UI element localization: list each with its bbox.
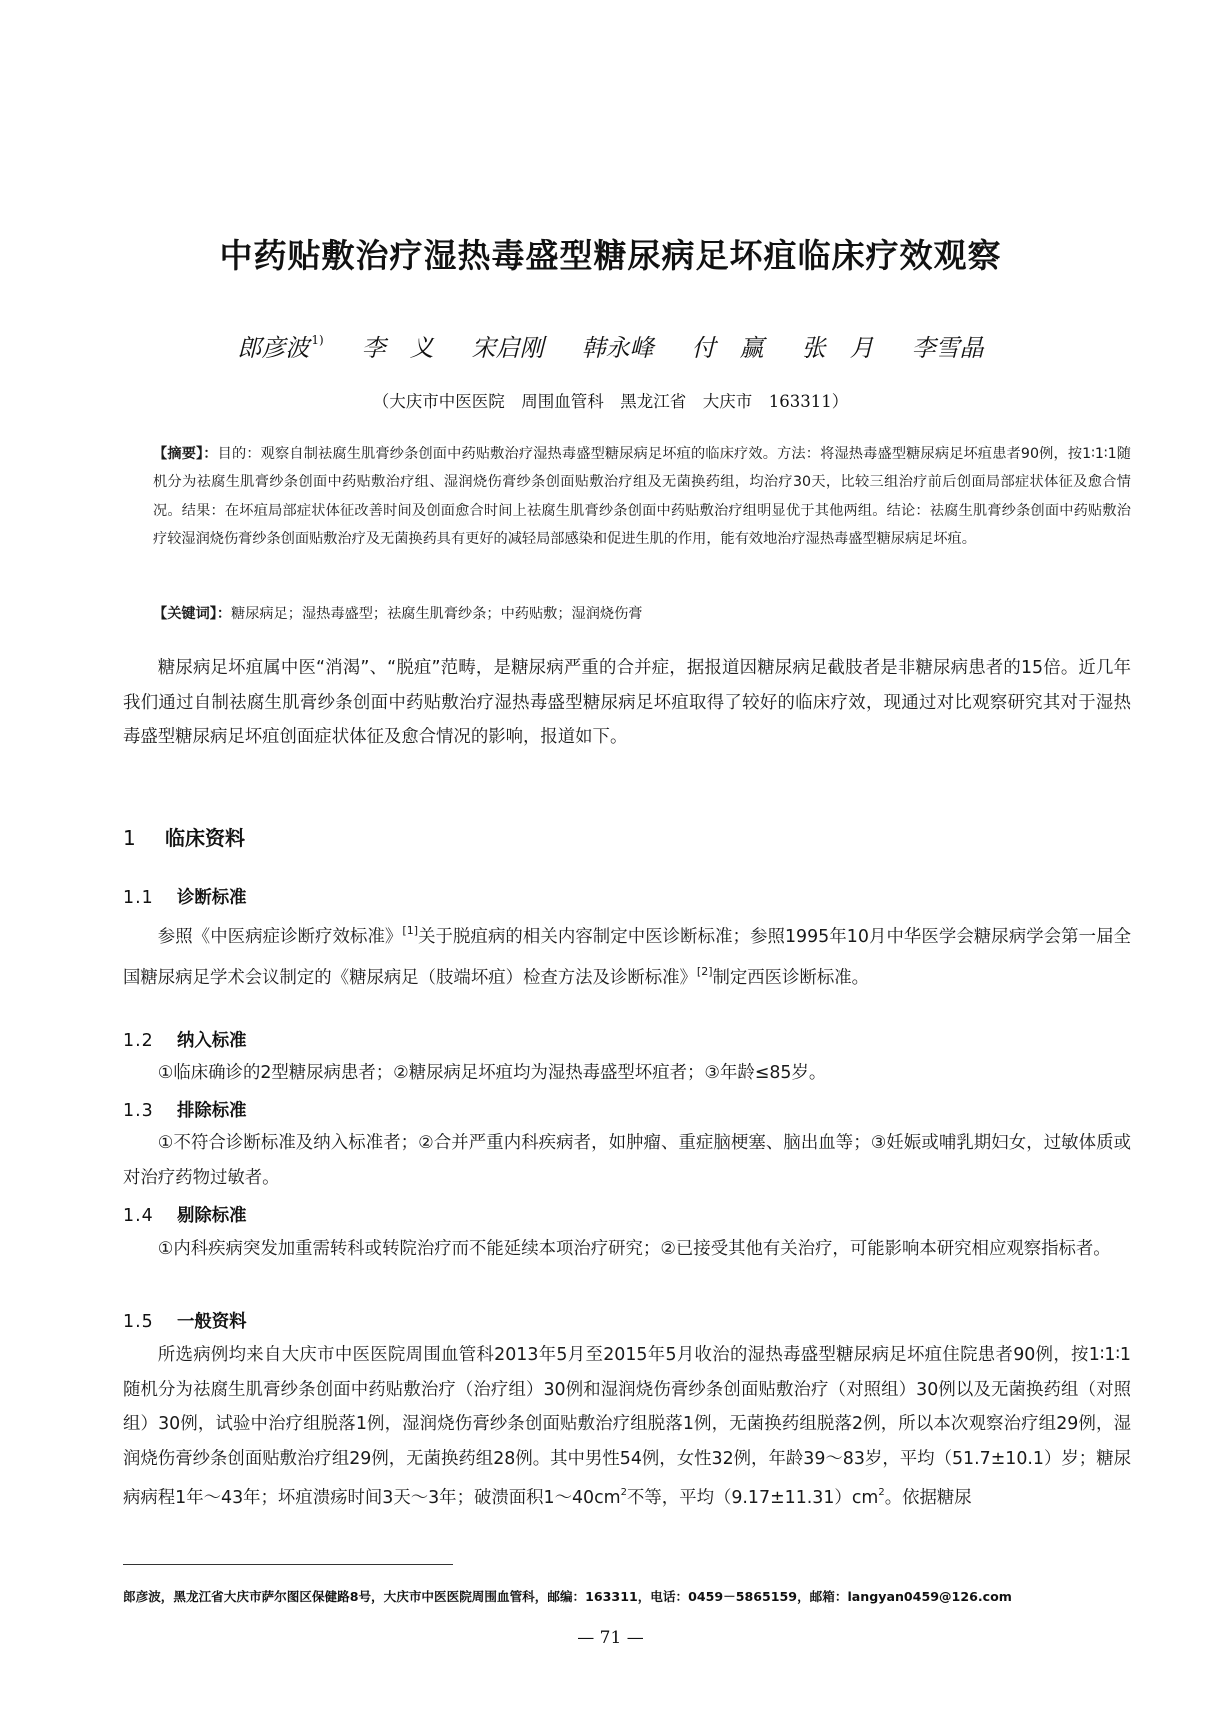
general-data-paragraph: 所选病例均来自大庆市中医医院周围血管科2013年5月至2015年5月收治的湿热毒盛型糖尿病足坏疽住院患者90例，按1∶1∶1随机分为祛腐生肌膏纱条创面中药贴敷治疗（治疗组）30例和湿润烧伤膏纱条创面贴敷治疗（对照组）30例以及无菌换药组（对照组）30例，试验中治疗组脱落1例，湿润烧伤膏纱条创面贴敷治疗组脱落1例，无菌换药组脱落2例，所以本次观察治疗组29例，湿润烧伤膏纱条创面贴敷治疗组29例，无菌换药组28例。其中男性54例，女性32例，年龄39～83岁，平均（51.7±10.1）岁；糖尿病病程1年～43年；坏疽溃疡时间3天～3年；破溃面积$1\sim 40cm^2$不等，平均$(9.17\pm 11.31)cm^2$。依据糖尿 [123, 1345, 1131, 1509]
subsection-number: 1.2 [123, 1031, 154, 1051]
subsection-title: 纳入标准 [177, 1031, 247, 1051]
author: 张 月 [801, 334, 874, 362]
abstract-label: 【摘要】： [153, 446, 218, 462]
subsection-number: 1.1 [123, 888, 154, 908]
subsection-title: 一般资料 [177, 1312, 247, 1332]
diagnosis-paragraph: 参照《中医病症诊断疗效标准》[1]关于脱疽病的相关内容制定中医诊断标准；参照1995年10月中华医学会糖尿病学会第一届全国糖尿病足学术会议制定的《糖尿病足（肢端坏疽）检查方法及诊断标准》[2]制定西医诊断标准。 [123, 924, 1131, 988]
author: 李雪晶 [911, 334, 984, 362]
author: 郎彦波 $^{1)}$ [237, 333, 324, 362]
section-number: 1 [123, 826, 136, 850]
keywords [153, 600, 1131, 628]
subsection-title: 排除标准 [177, 1101, 247, 1121]
author: 付 赢 [691, 334, 764, 362]
subsection-heading [123, 883, 247, 908]
subsection-heading [123, 1307, 247, 1332]
removal-paragraph: ①内科疾病突发加重需转科或转院治疗而不能延续本项治疗研究；②已接受其他有关治疗，可能影响本研究相应观察指标者。 [157, 1239, 1111, 1259]
author: 李 义 [361, 334, 434, 362]
article-title: 中药贴敷治疗湿热毒盛型糖尿病足坏疽临床疗效观察 [219, 236, 1002, 275]
keywords-label: 【关键词】： [153, 606, 232, 622]
subsection-number: 1.3 [123, 1101, 154, 1121]
abstract-text: 目的：观察自制祛腐生肌膏纱条创面中药贴敷治疗湿热毒盛型糖尿病足坏疽的临床疗效。方法：将湿热毒盛型糖尿病足坏疽患者90例，按1∶1∶1随机分为祛腐生肌膏纱条创面中药贴敷治疗组、湿润烧伤膏纱条创面贴敷治疗组及无菌换药组，均治疗30天，比较三组治疗前后创面局部症状体征及愈合情况。结果：在坏疽局部症状体征改善时间及创面愈合时间上祛腐生肌膏纱条创面中药贴敷治疗组明显优于其他两组。结论：祛腐生肌膏纱条创面中药贴敷治疗较湿润烧伤膏纱条创面贴敷治疗及无菌换药具有更好的减轻局部感染和促进生肌的作用，能有效地治疗湿热毒盛型糖尿病足坏疽。 [153, 446, 1131, 548]
page-number: — 71 — [577, 1628, 644, 1648]
section-heading [123, 822, 245, 851]
section-title: 临床资料 [165, 826, 245, 850]
keywords-text: 糖尿病足；湿热毒盛型；祛腐生肌膏纱条；中药贴敷；湿润烧伤膏 [231, 606, 643, 622]
intro-paragraph: 糖尿病足坏疽属中医“消渴”、“脱疽”范畴，是糖尿病严重的合并症，据报道因糖尿病足截肢者是非糖尿病患者的15倍。近几年我们通过自制祛腐生肌膏纱条创面中药贴敷治疗湿热毒盛型糖尿病足坏疽取得了较好的临床疗效，现通过对比观察研究其对于湿热毒盛型糖尿病足坏疽创面症状体征及愈合情况的影响，报道如下。 [123, 658, 1131, 748]
author-footnote: 郎彦波，黑龙江省大庆市萨尔图区保健路8号，大庆市中医医院周围血管科，邮编：163311，电话：0459－5865159，邮箱：langyan0459@126.com [123, 1589, 1012, 1604]
subsection-title: 诊断标准 [177, 888, 247, 908]
subsection-title: 剔除标准 [177, 1206, 247, 1226]
inclusion-paragraph: ①临床确诊的2型糖尿病患者；②糖尿病足坏疽均为湿热毒盛型坏疽者；③年龄≤85岁。 [157, 1063, 827, 1083]
affiliation: （大庆市中医医院 周围血管科 黑龙江省 大庆市 163311） [372, 392, 849, 411]
abstract [153, 440, 1131, 554]
citation: [1] [402, 924, 418, 937]
author-affiliation-mark: 1) [311, 333, 324, 347]
author-list [0, 328, 1221, 363]
footnote-divider [123, 1564, 453, 1565]
subsection-heading [123, 1026, 247, 1051]
subsection-number: 1.5 [123, 1312, 154, 1332]
exclusion-paragraph: ①不符合诊断标准及纳入标准者；②合并严重内科疾病者，如肿瘤、重症脑梗塞、脑出血等；③妊娠或哺乳期妇女，过敏体质或对治疗药物过敏者。 [123, 1133, 1131, 1188]
author: 韩永峰 [581, 334, 654, 362]
author: 宋启刚 [471, 334, 544, 362]
subsection-heading [123, 1201, 247, 1226]
subsection-heading [123, 1096, 247, 1121]
subsection-number: 1.4 [123, 1206, 154, 1226]
citation: [2] [696, 964, 713, 978]
